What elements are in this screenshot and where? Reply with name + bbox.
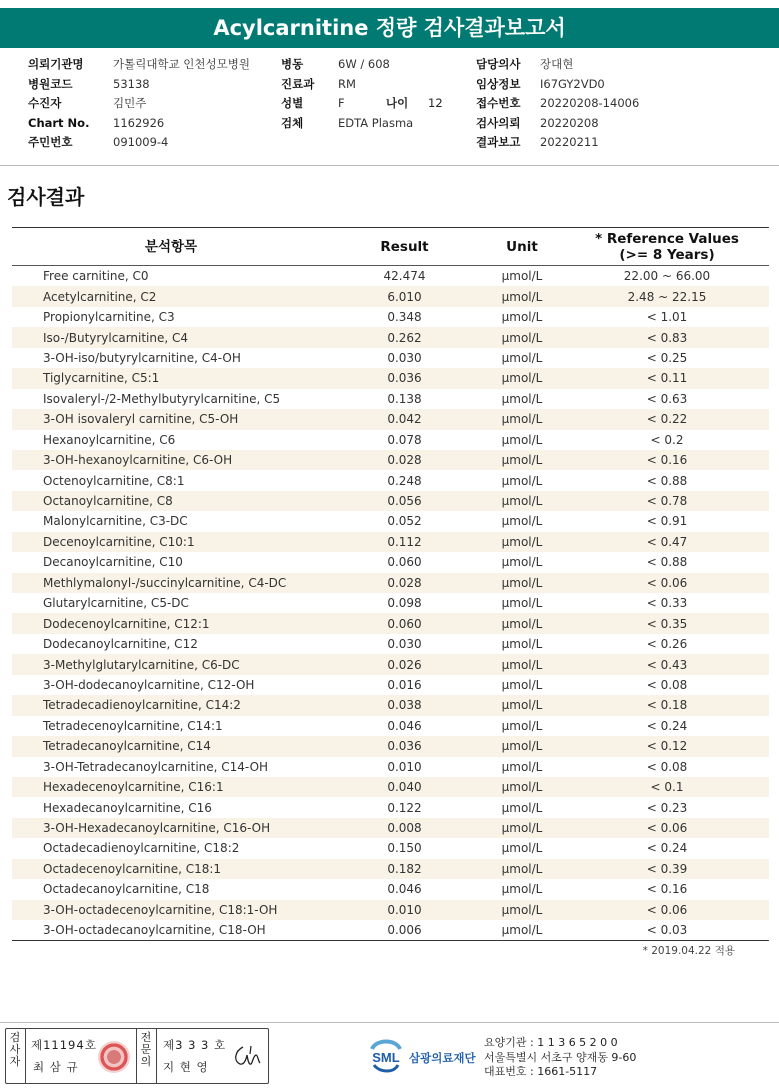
reference-cell: < 0.06 [565, 573, 769, 593]
result-cell: 0.042 [330, 409, 479, 429]
result-cell: 0.030 [387, 637, 422, 652]
table-row [12, 634, 769, 654]
info-row [28, 133, 250, 153]
unit-cell: μmol/L [501, 269, 543, 284]
reference-cell: < 0.35 [565, 613, 769, 633]
unit-cell: μmol/L [501, 596, 543, 611]
reference-cell: < 0.16 [646, 882, 688, 897]
table-row [12, 613, 769, 633]
reference-cell: < 0.08 [646, 677, 688, 692]
sml-logo-icon [366, 1035, 406, 1077]
organization-info [484, 1036, 636, 1080]
patient-info-middle [281, 55, 443, 133]
unit-cell: μmol/L [501, 923, 543, 938]
specialist-name: 지 현 영 [163, 1060, 209, 1074]
table-row [12, 879, 769, 899]
unit-cell: μmol/L [501, 350, 543, 365]
info-row [28, 114, 250, 134]
info-value: RM [338, 76, 356, 91]
info-row [28, 94, 250, 114]
analyte-cell: 3-OH-dodecanoylcarnitine, C12-OH [43, 677, 255, 692]
reference-cell: < 0.23 [646, 800, 688, 815]
header-reference-line2: (>= 8 Years) [619, 246, 715, 263]
unit-cell: μmol/L [479, 695, 565, 715]
reference-cell: < 0.78 [565, 491, 769, 511]
result-cell: 0.138 [387, 391, 422, 406]
unit-cell: μmol/L [479, 613, 565, 633]
analyte-cell: Octadecenoylcarnitine, C18:1 [12, 859, 330, 879]
table-row [12, 368, 769, 388]
info-value: 김민주 [113, 96, 147, 110]
unit-cell: μmol/L [479, 409, 565, 429]
unit-cell: μmol/L [479, 532, 565, 552]
analyte-cell: Tiglycarnitine, C5:1 [12, 368, 330, 388]
unit-cell: μmol/L [501, 800, 543, 815]
reference-cell: < 0.06 [565, 818, 769, 838]
result-cell: 0.008 [330, 818, 479, 838]
analyte-cell: Decenoylcarnitine, C10:1 [12, 532, 330, 552]
result-cell: 0.028 [330, 450, 479, 470]
table-row [12, 818, 769, 838]
result-cell: 0.060 [330, 613, 479, 633]
reference-cell: < 1.01 [646, 310, 688, 325]
inspector-number: 제11194호 [31, 1038, 97, 1052]
info-row [281, 75, 443, 95]
unit-cell: μmol/L [501, 473, 543, 488]
table-row [12, 307, 769, 327]
reference-cell: < 0.26 [646, 637, 688, 652]
unit-cell: μmol/L [479, 286, 565, 306]
info-row [281, 55, 443, 75]
reference-cell: < 0.25 [646, 350, 688, 365]
analyte-cell: Octadecanoylcarnitine, C18 [43, 882, 210, 897]
inspector-title: 검사자 [9, 1031, 21, 1068]
table-row [12, 695, 769, 715]
report-title-banner [0, 8, 779, 48]
info-label: 진료과 [281, 76, 315, 91]
info-row [281, 114, 443, 134]
reference-cell: < 0.88 [646, 555, 688, 570]
analyte-cell: Hexadecanoylcarnitine, C16 [43, 800, 212, 815]
unit-cell: μmol/L [501, 555, 543, 570]
analyte-cell: Hexanoylcarnitine, C6 [43, 432, 176, 447]
table-row [12, 470, 769, 490]
reference-cell: < 0.18 [565, 695, 769, 715]
reference-cell: < 0.83 [565, 327, 769, 347]
result-cell: 6.010 [330, 286, 479, 306]
table-row [12, 491, 769, 511]
result-cell: 0.248 [387, 473, 422, 488]
analyte-cell: 3-OH-octadecenoylcarnitine, C18:1-OH [12, 900, 330, 920]
analyte-cell: Tetradecadienoylcarnitine, C14:2 [12, 695, 330, 715]
organization-phone: 대표번호 : 1661-5117 [484, 1065, 598, 1078]
info-value: I67GY2VD0 [540, 76, 605, 91]
result-cell: 0.262 [330, 327, 479, 347]
table-row [12, 511, 769, 531]
reference-footnote: * 2019.04.22 적용 [642, 945, 735, 957]
handwritten-signature [231, 1043, 263, 1069]
result-cell: 0.030 [387, 350, 422, 365]
result-cell: 0.046 [387, 882, 422, 897]
result-cell: 0.098 [387, 596, 422, 611]
result-cell: 0.028 [330, 573, 479, 593]
analyte-cell: 3-OH-Tetradecanoylcarnitine, C14-OH [43, 759, 269, 774]
result-cell: 0.150 [387, 841, 422, 856]
result-cell: 42.474 [383, 269, 426, 284]
reference-cell: < 0.12 [565, 736, 769, 756]
analyte-cell: 3-OH-Hexadecanoylcarnitine, C16-OH [12, 818, 330, 838]
unit-cell: μmol/L [501, 391, 543, 406]
info-label: 병원코드 [28, 76, 73, 91]
reference-cell: < 0.08 [646, 759, 688, 774]
unit-cell: μmol/L [479, 327, 565, 347]
unit-cell: μmol/L [501, 677, 543, 692]
signature-box [5, 1028, 269, 1084]
unit-cell: μmol/L [479, 491, 565, 511]
info-value: 20220211 [540, 135, 599, 149]
result-cell: 0.038 [330, 695, 479, 715]
reference-cell: < 0.2 [650, 432, 684, 447]
patient-info-right [476, 55, 639, 153]
institution-number: 요양기관 : 1 1 3 6 5 2 0 0 [484, 1036, 618, 1049]
info-label: 성별 [281, 96, 304, 110]
organization-address: 서울특별시 서초구 양재동 9-60 [484, 1050, 637, 1064]
table-row [12, 900, 769, 920]
table-row [12, 389, 769, 409]
inspector-seal-stamp [98, 1041, 130, 1073]
analyte-cell: Acetylcarnitine, C2 [12, 286, 330, 306]
reference-cell: < 0.24 [646, 841, 688, 856]
result-cell: 0.010 [387, 759, 422, 774]
info-value: EDTA Plasma [338, 115, 414, 130]
table-row [12, 716, 769, 736]
analyte-cell: 3-Methylglutarylcarnitine, C6-DC [12, 654, 330, 674]
info-value: 6W / 608 [338, 57, 390, 71]
unit-cell: μmol/L [479, 736, 565, 756]
result-cell: 0.182 [330, 859, 479, 879]
analyte-cell: Dodecenoylcarnitine, C12:1 [12, 613, 330, 633]
info-row [476, 133, 639, 153]
unit-cell: μmol/L [501, 514, 543, 529]
info-label: 병동 [281, 57, 304, 71]
reference-cell: < 0.39 [565, 859, 769, 879]
reference-cell: < 0.63 [646, 391, 688, 406]
info-label: 검사의뢰 [476, 115, 521, 130]
info-row [476, 114, 639, 134]
reference-cell: < 0.88 [646, 473, 688, 488]
analyte-cell: Tetradecenoylcarnitine, C14:1 [43, 718, 223, 733]
analyte-cell: Octanoylcarnitine, C8 [12, 491, 330, 511]
result-cell: 0.056 [330, 491, 479, 511]
reference-cell: < 0.1 [565, 777, 769, 797]
header-reference [565, 228, 769, 266]
info-label: 나이 [386, 96, 409, 110]
info-row [28, 55, 250, 75]
results-table [12, 227, 769, 941]
footer-divider [0, 1022, 779, 1023]
table-row [12, 348, 769, 368]
report-title: Acylcarnitine 정량 검사결과보고서 [213, 16, 566, 40]
analyte-cell: Tetradecanoylcarnitine, C14 [12, 736, 330, 756]
info-label: Chart No. [28, 115, 90, 130]
analyte-cell: Methlymalonyl-/succinylcarnitine, C4-DC [12, 573, 330, 593]
header-reference-line1: * Reference Values [595, 230, 739, 247]
result-cell: 0.112 [330, 532, 479, 552]
info-value: 20220208 [540, 115, 599, 130]
table-row [12, 797, 769, 817]
info-label: 의뢰기관명 [28, 57, 84, 71]
table-header-row [12, 228, 769, 266]
result-cell: 0.016 [387, 677, 422, 692]
unit-cell: μmol/L [501, 841, 543, 856]
analyte-cell: Propionylcarnitine, C3 [43, 310, 175, 325]
result-cell: 0.026 [330, 654, 479, 674]
section-title: 검사결과 [7, 185, 85, 209]
reference-cell: < 0.33 [646, 596, 688, 611]
specialist-title: 전문의 [140, 1031, 152, 1068]
unit-cell: μmol/L [501, 310, 543, 325]
reference-cell: < 0.43 [565, 654, 769, 674]
info-value: 20220208-14006 [540, 96, 640, 110]
table-row [12, 654, 769, 674]
header-analyte: 분석항목 [12, 228, 330, 266]
result-cell: 0.046 [387, 718, 422, 733]
table-row [12, 327, 769, 347]
info-label: 접수번호 [476, 96, 521, 110]
analyte-cell: 3-OH-octadecanoylcarnitine, C18-OH [43, 923, 266, 938]
reference-cell: < 0.11 [565, 368, 769, 388]
unit-cell: μmol/L [479, 859, 565, 879]
unit-cell: μmol/L [479, 777, 565, 797]
analyte-cell: Octenoylcarnitine, C8:1 [43, 473, 185, 488]
table-row [12, 859, 769, 879]
result-cell: 0.052 [387, 514, 422, 529]
result-cell: 0.036 [330, 368, 479, 388]
table-row [12, 920, 769, 941]
specialist-number: 제3 3 3 호 [163, 1038, 227, 1052]
analyte-cell: 3-OH isovaleryl carnitine, C5-OH [12, 409, 330, 429]
organization-name: 삼광의료재단 [409, 1051, 476, 1065]
reference-cell: 2.48 ~ 22.15 [565, 286, 769, 306]
analyte-cell: Dodecanoylcarnitine, C12 [43, 637, 198, 652]
analyte-cell: Glutarylcarnitine, C5-DC [43, 596, 189, 611]
info-row [476, 94, 639, 114]
info-value: 장대현 [540, 57, 574, 71]
table-row [12, 573, 769, 593]
unit-cell: μmol/L [501, 718, 543, 733]
table-row [12, 532, 769, 552]
results-body [12, 266, 769, 941]
table-row [12, 593, 769, 613]
analyte-cell: 3-OH-hexanoylcarnitine, C6-OH [12, 450, 330, 470]
info-row [476, 75, 639, 95]
inspector-name: 최 삼 규 [33, 1060, 79, 1074]
result-cell: 0.010 [330, 900, 479, 920]
info-row [476, 55, 639, 75]
unit-cell: μmol/L [479, 900, 565, 920]
analyte-cell: Octadecadienoylcarnitine, C18:2 [43, 841, 240, 856]
result-cell: 0.040 [330, 777, 479, 797]
info-value: 가톨릭대학교 인천성모병원 [113, 57, 250, 71]
reference-cell: < 0.03 [646, 923, 688, 938]
unit-cell: μmol/L [479, 450, 565, 470]
analyte-cell: 3-OH-iso/butyrylcarnitine, C4-OH [43, 350, 241, 365]
header-unit: Unit [479, 228, 565, 266]
table-row [12, 552, 769, 572]
reference-cell: 22.00 ~ 66.00 [623, 269, 711, 284]
reference-cell: < 0.06 [565, 900, 769, 920]
info-value: 091009-4 [113, 135, 169, 149]
table-row [12, 736, 769, 756]
unit-cell: μmol/L [479, 368, 565, 388]
table-row [12, 450, 769, 470]
analyte-cell: Hexadecenoylcarnitine, C16:1 [12, 777, 330, 797]
signature-divider [156, 1029, 157, 1083]
analyte-cell: Decanoylcarnitine, C10 [43, 555, 183, 570]
table-row [12, 838, 769, 858]
info-label: 수진자 [28, 96, 62, 110]
info-value: 53138 [113, 76, 150, 91]
unit-cell: μmol/L [479, 654, 565, 674]
patient-info-left [28, 55, 250, 153]
table-row [12, 757, 769, 777]
reference-cell: < 0.16 [565, 450, 769, 470]
info-value: 1162926 [113, 115, 165, 130]
info-row [28, 75, 250, 95]
result-cell: 0.006 [387, 923, 422, 938]
info-row [281, 94, 443, 114]
analyte-cell: Malonylcarnitine, C3-DC [43, 514, 188, 529]
table-row [12, 286, 769, 306]
reference-cell: < 0.24 [646, 718, 688, 733]
info-value: F [338, 96, 345, 110]
unit-cell: μmol/L [479, 573, 565, 593]
info-value: 12 [428, 96, 443, 110]
logo-text: SML [372, 1050, 400, 1065]
table-row [12, 430, 769, 450]
header-divider [0, 165, 779, 166]
unit-cell: μmol/L [501, 637, 543, 652]
table-row [12, 409, 769, 429]
analyte-cell: Iso-/Butyrylcarnitine, C4 [12, 327, 330, 347]
unit-cell: μmol/L [501, 759, 543, 774]
result-cell: 0.348 [387, 310, 422, 325]
result-cell: 0.036 [330, 736, 479, 756]
analyte-cell: Isovaleryl-/2-Methylbutyrylcarnitine, C5 [43, 391, 281, 406]
reference-cell: < 0.22 [565, 409, 769, 429]
info-label: 담당의사 [476, 57, 521, 71]
reference-cell: < 0.91 [646, 514, 688, 529]
result-cell: 0.078 [387, 432, 422, 447]
info-label: 주민번호 [28, 135, 73, 149]
info-label: 검체 [281, 115, 304, 130]
result-cell: 0.060 [387, 555, 422, 570]
unit-cell: μmol/L [501, 432, 543, 447]
result-cell: 0.122 [387, 800, 422, 815]
unit-cell: μmol/L [501, 882, 543, 897]
signature-divider [136, 1029, 137, 1083]
info-label: 임상정보 [476, 76, 521, 91]
analyte-cell: Free carnitine, C0 [43, 269, 149, 284]
table-row [12, 675, 769, 695]
table-row [12, 266, 769, 287]
header-result: Result [330, 228, 479, 266]
unit-cell: μmol/L [479, 818, 565, 838]
signature-divider [25, 1029, 26, 1083]
reference-cell: < 0.47 [565, 532, 769, 552]
info-label: 결과보고 [476, 135, 521, 149]
table-row [12, 777, 769, 797]
